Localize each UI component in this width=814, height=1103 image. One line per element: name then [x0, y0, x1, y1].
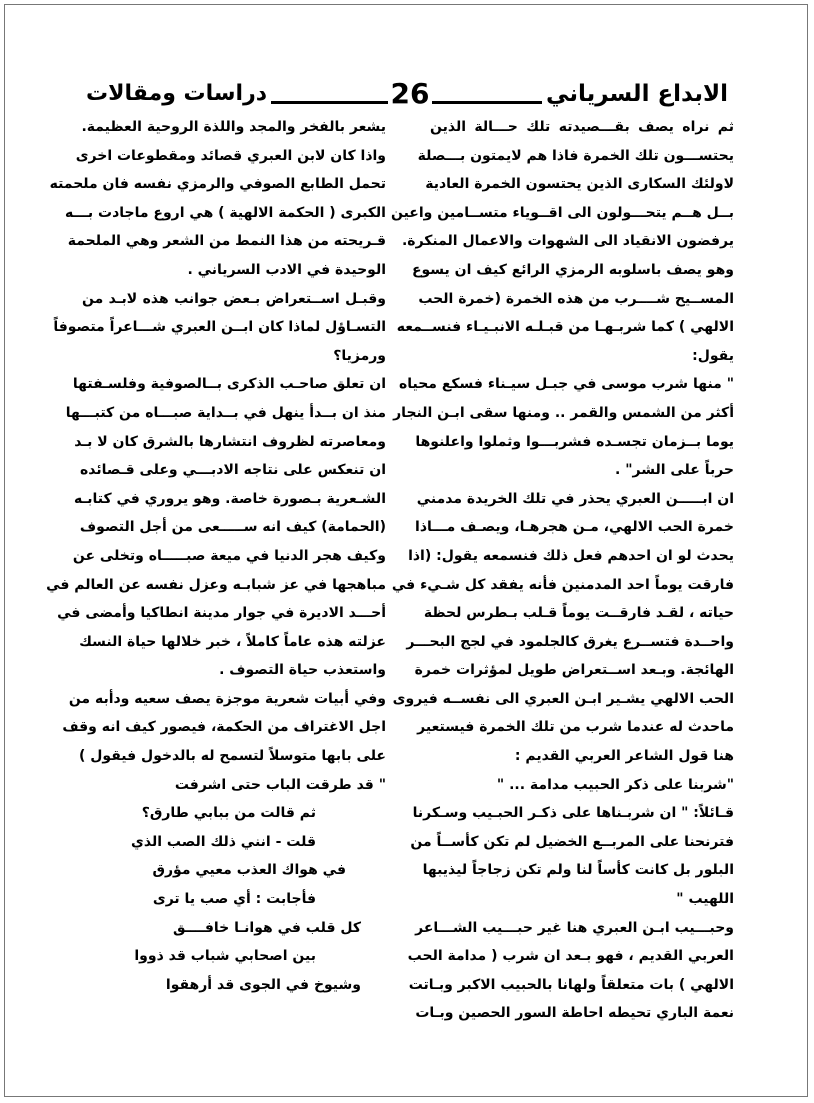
right-column-line: اللهيب ": [676, 891, 734, 908]
left-column-line: في هواك العذب معيي مؤرق: [152, 862, 346, 879]
right-column-line: وحبـــيب ابـن العبري هنا غير حبـــيب الشـــاعر: [415, 919, 734, 936]
page-number: 26: [388, 76, 432, 112]
right-column-line: ثم نراه يصف بقـــصيدته تلك حـــالة الذين: [430, 119, 734, 135]
left-column-line: الكبرى ( الحكمة الالهية ) هي اروع ماجادت بـــه: [65, 204, 386, 221]
left-column-line: كل قلب في هوانـا خافــــق: [172, 919, 361, 936]
left-column-line: وشيوخ في الجوى قد أرهقوا: [165, 976, 361, 993]
right-column-line: ماحدث له عندما شرب من تلك الخمرة فيستعير: [417, 719, 734, 736]
article-column-right: [390, 113, 734, 1028]
right-column-line: البلور بل كانت كأساً لنا ولم تكن زجاجاً ليذيبها: [422, 862, 734, 879]
right-column-line: الالهي ) كما شربـهـا من قبـلـه الانبـيـاء فنســمعه: [396, 319, 734, 336]
right-column-line: الهائجة. وبـعد اســتعراض طويل لمؤثرات خمرة: [414, 662, 734, 679]
left-column-line: أحـــد الاديرة في جوار مدينة انطاكيا وأمضى في: [57, 605, 386, 622]
left-column-line: وفي أبيات شعرية موجزة يصف سعيه ودأبه من: [68, 690, 386, 707]
right-column-line: "شربنا على ذكر الحبيب مدامة ... ": [496, 776, 734, 793]
right-column-line: حياته ، لقـد فارقــت يوماً قـلب بـطرس لحظة: [423, 605, 734, 622]
article-column-left: [46, 113, 386, 999]
left-column-line: ان تنعكس على نتاجه الادبـــي وعلى قـصائده: [80, 462, 386, 479]
right-column-line: نعمة الباري تحيطه احاطة السور الحصين وبـات: [415, 1005, 734, 1022]
left-column-line: واستعذب حياة التصوف .: [219, 662, 386, 679]
right-column-line: يحدث لو ان احدهم فعل ذلك فنسمعه يقول: (اذا: [408, 547, 734, 564]
left-column-line: بين اصحابي شباب قد ذووا: [134, 948, 316, 965]
right-column-line: العربي القديم ، فهو بـعد ان شرب ( مدامة الحب: [407, 948, 734, 965]
left-column-line: التسـاؤل لماذا كان ابــن العبري شـــاعراً متصوفاً: [53, 319, 386, 336]
left-column-line: اجل الاغتراف من الحكمة، فيصور كيف انه وقف: [62, 719, 386, 736]
left-column-line: ان تعلق صاحـب الذكرى بــالصوفية وفلسـفتها: [72, 376, 386, 393]
left-column-line: واذا كان لابن العبري قصائد ومقطوعات اخرى: [75, 147, 386, 164]
left-column-line: (الحمامة) كيف انه ســـــعى من أجل التصوف: [79, 519, 386, 536]
left-column-line: على بابها متوسلاً لتسمح له بالدخول فيقول ): [79, 748, 386, 765]
left-column-line: تحمل الطابع الصوفي والرمزي نفسه فان ملحمته: [49, 176, 386, 193]
right-column-line: بــل هــم يتحـــولون الى اقــوياء متســامين واعين: [390, 204, 734, 221]
right-column-line: وهو يصف باسلوبه الرمزي الرائع كيف ان يسوع: [411, 261, 734, 278]
left-column-line: الوحيدة في الادب السرياني .: [187, 261, 386, 278]
right-column-line: الحب الالهي يشـير ابـن العبري الى نفســه فيروى: [392, 690, 734, 707]
right-column-line: فترنحنا على المربــع الخضيل لم تكن كأســاً من: [410, 833, 734, 850]
left-column-line: مباهجها في عز شبابـه وعزل نفسه عن العالم في: [46, 576, 386, 593]
right-column-line: أكثر من الشمس والقمر .. ومنها سقى ابـن النجار: [393, 404, 734, 421]
right-column-line: قـائلاً: " ان شربـناها على ذكـر الحبـيب وسـكرنا: [412, 805, 734, 822]
left-column-line: منذ ان بــدأ ينهل في بــداية صبـــاه من كتبـــها: [65, 404, 386, 421]
left-column-line: ومعاصرته لظروف انتشارها بالشرق كان لا بـد: [74, 433, 386, 450]
left-column-line: ثم قالت من ببابي طارق؟: [141, 805, 316, 822]
left-column-line: عزلته هذه عاماً كاملاً ، خبر خلالها حياة النسك: [79, 633, 386, 650]
left-column-line: الشـعرية بـصورة خاصة. وهو يروري في كتابـه: [73, 490, 386, 507]
section-title: دراسات ومقالات: [82, 78, 271, 110]
right-column-line: ان ابـــــن العبري يحذر في تلك الخريدة مدمني: [416, 490, 734, 507]
magazine-title: الابداع السرياني: [542, 78, 732, 110]
left-column-line: يشعر بالفخر والمجد واللذة الروحية العظيمة.: [81, 119, 386, 135]
left-column-line: ورمزيا؟: [333, 347, 386, 364]
right-column-line: يقول:: [692, 347, 734, 364]
left-column-line: قلت - انني ذلك الصب الذي: [131, 833, 316, 850]
right-column-line: يوما بــزمان تجسـده فشربـــوا وثملوا واعلنوها: [415, 433, 734, 450]
right-column-line: حرباً على الشر" .: [615, 462, 734, 479]
right-column-line: لاولئك السكارى الذين يحتسون الخمرة العادية: [425, 176, 734, 193]
right-column-line: يحتســـون تلك الخمرة فاذا هم لايمتون بـــصلة: [417, 147, 734, 164]
left-column-line: وكيف هجر الدنيا في ميعة صبـــــاه وتخلى عن: [72, 547, 386, 564]
right-column-line: يرفضون الانقياد الى الشهوات والاعمال المنكرة.: [401, 233, 734, 250]
right-column-line: هنا قول الشاعر العربي القديم :: [514, 748, 734, 765]
left-column-line: " قد طرقت الباب حتى اشرفت: [174, 776, 386, 793]
right-column-line: المســيح شــــرب من هذه الخمرة (خمرة الحب: [418, 290, 734, 307]
left-column-line: فأجابت : أي صب يا ترى: [152, 891, 316, 908]
right-column-line: خمرة الحب الالهي، مـن هجرهـا، ويصـف مـــاذا: [415, 519, 734, 536]
right-column-line: فارقت يوماً احد المدمنين فأنه يفقد كل شـيء في: [391, 576, 734, 593]
right-column-line: " منها شرب موسى في جبـل سيـناء فسكع محياه: [398, 376, 734, 393]
right-column-line: الالهي ) بات متعلقاً ولهانا بالحبيب الاكبر وبـاتت: [408, 976, 734, 993]
left-column-line: قـريحته من هذا النمط من الشعر وهي الملحمة: [67, 233, 386, 250]
right-column-line: واحــدة فتســرع يغرق كالجلمود في لجج البحـــر: [406, 633, 734, 650]
left-column-line: وقبـل اســتعراض بـعض جوانب هذه لابـد من: [82, 290, 386, 307]
